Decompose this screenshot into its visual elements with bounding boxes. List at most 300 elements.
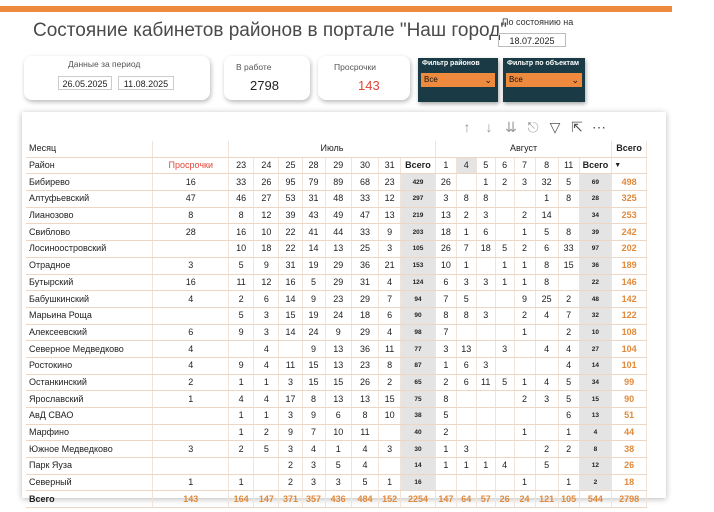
value-cell: 22 — [279, 241, 302, 258]
grand-total-cell: 18 — [612, 474, 647, 491]
table-row[interactable] — [26, 257, 647, 274]
august-grand-total-cell: 544 — [579, 491, 612, 508]
value-cell — [456, 324, 476, 341]
july-total-cell: 94 — [401, 291, 436, 308]
arrow-up-icon[interactable]: ↑ — [463, 119, 471, 135]
value-cell: 5 — [325, 458, 351, 475]
day-total-cell: 164 — [229, 491, 254, 508]
value-cell — [476, 424, 495, 441]
value-cell: 2 — [456, 207, 476, 224]
august-header[interactable]: Август — [435, 141, 611, 157]
overdue-cell: 2 — [153, 374, 229, 391]
value-cell — [279, 341, 302, 358]
value-cell: 4 — [351, 441, 378, 458]
object-filter[interactable] — [503, 58, 585, 102]
value-cell: 9 — [514, 291, 535, 308]
value-cell: 9 — [254, 257, 279, 274]
value-cell: 1 — [254, 374, 279, 391]
day-header[interactable]: 7 — [514, 157, 535, 174]
value-cell: 4 — [254, 341, 279, 358]
value-cell: 19 — [302, 307, 325, 324]
day-total-cell: 26 — [495, 491, 514, 508]
value-cell: 9 — [302, 408, 325, 425]
value-cell — [456, 174, 476, 191]
value-cell: 3 — [302, 458, 325, 475]
value-cell: 15 — [302, 374, 325, 391]
value-cell — [514, 191, 535, 208]
object-filter-label: Фильтр по объектам — [507, 60, 580, 67]
value-cell — [476, 324, 495, 341]
grand-total-cell: 104 — [612, 341, 647, 358]
value-cell — [558, 274, 579, 291]
value-cell: 36 — [351, 341, 378, 358]
value-cell: 9 — [302, 291, 325, 308]
value-cell — [456, 424, 476, 441]
value-cell — [229, 458, 254, 475]
table-row[interactable] — [26, 474, 647, 491]
value-cell: 3 — [535, 391, 558, 408]
august-total-cell: 8 — [579, 441, 612, 458]
table-row[interactable] — [26, 241, 647, 258]
overdue-cell — [153, 307, 229, 324]
value-cell: 24 — [325, 307, 351, 324]
value-cell: 2 — [558, 324, 579, 341]
value-cell: 9 — [325, 324, 351, 341]
grand-total-cell: 189 — [612, 257, 647, 274]
value-cell: 6 — [325, 408, 351, 425]
value-cell: 3 — [325, 474, 351, 491]
value-cell: 1 — [379, 474, 401, 491]
value-cell: 18 — [435, 224, 456, 241]
district-name: Лианозово — [26, 207, 153, 224]
visual-toolbar — [456, 118, 610, 136]
table-row[interactable] — [26, 207, 647, 224]
chevron-down-icon: ⌄ — [484, 75, 492, 85]
value-cell: 18 — [476, 241, 495, 258]
value-cell: 2 — [495, 174, 514, 191]
value-cell: 5 — [435, 408, 456, 425]
value-cell — [495, 191, 514, 208]
value-cell — [495, 224, 514, 241]
value-cell: 3 — [254, 324, 279, 341]
period-from-input[interactable]: 26.05.2025 — [58, 76, 112, 90]
august-total-header[interactable]: Всего — [579, 157, 612, 174]
value-cell: 5 — [558, 374, 579, 391]
value-cell — [476, 291, 495, 308]
value-cell: 3 — [435, 191, 456, 208]
grand-total-cell: 44 — [612, 424, 647, 441]
overdue-card — [318, 56, 410, 100]
filter-icon[interactable]: ▽ — [549, 119, 561, 135]
value-cell: 9 — [302, 341, 325, 358]
overdue-cell: 47 — [153, 191, 229, 208]
july-total-cell: 90 — [401, 307, 436, 324]
value-cell: 8 — [379, 357, 401, 374]
district-name: Ярославский — [26, 391, 153, 408]
table-row[interactable] — [26, 357, 647, 374]
value-cell: 1 — [229, 474, 254, 491]
july-total-cell: 77 — [401, 341, 436, 358]
value-cell: 11 — [379, 341, 401, 358]
august-total-cell: 48 — [579, 291, 612, 308]
totals-label: Всего — [26, 491, 153, 508]
july-total-cell: 429 — [401, 174, 436, 191]
value-cell: 9 — [279, 424, 302, 441]
july-total-cell: 297 — [401, 191, 436, 208]
value-cell: 3 — [379, 441, 401, 458]
value-cell: 5 — [229, 257, 254, 274]
value-cell: 1 — [514, 324, 535, 341]
august-total-cell: 2 — [579, 474, 612, 491]
august-total-cell: 39 — [579, 224, 612, 241]
value-cell: 1 — [514, 274, 535, 291]
value-cell: 48 — [325, 191, 351, 208]
value-cell: 43 — [302, 207, 325, 224]
value-cell: 1 — [535, 191, 558, 208]
value-cell: 5 — [535, 224, 558, 241]
value-cell: 7 — [302, 424, 325, 441]
value-cell: 1 — [514, 474, 535, 491]
object-filter-select[interactable] — [506, 73, 582, 87]
value-cell: 31 — [351, 274, 378, 291]
value-cell: 8 — [435, 307, 456, 324]
grand-total-cell: 146 — [612, 274, 647, 291]
chevron-down-icon: ⌄ — [571, 75, 579, 85]
value-cell: 4 — [229, 391, 254, 408]
value-cell: 11 — [229, 274, 254, 291]
value-cell: 8 — [435, 391, 456, 408]
table-row[interactable] — [26, 374, 647, 391]
table-row[interactable] — [26, 391, 647, 408]
table-row[interactable] — [26, 191, 647, 208]
value-cell: 32 — [535, 174, 558, 191]
value-cell: 12 — [254, 207, 279, 224]
value-cell: 15 — [558, 257, 579, 274]
value-cell: 8 — [535, 274, 558, 291]
value-cell: 49 — [325, 207, 351, 224]
value-cell: 10 — [379, 408, 401, 425]
value-cell — [495, 324, 514, 341]
value-cell: 4 — [535, 341, 558, 358]
district-name: АвД СВАО — [26, 408, 153, 425]
grand-total-cell: 122 — [612, 307, 647, 324]
value-cell: 7 — [435, 324, 456, 341]
value-cell: 4 — [302, 441, 325, 458]
value-cell: 44 — [325, 224, 351, 241]
district-name: Северное Медведково — [26, 341, 153, 358]
july-total-cell: 75 — [401, 391, 436, 408]
district-filter-value: Все — [424, 75, 438, 84]
value-cell: 29 — [351, 324, 378, 341]
value-cell: 26 — [351, 374, 378, 391]
hierarchy-icon[interactable]: ⎋ — [527, 119, 539, 135]
value-cell: 17 — [279, 391, 302, 408]
in-work-label: В работе — [236, 62, 272, 72]
table-row[interactable] — [26, 424, 647, 441]
value-cell — [514, 441, 535, 458]
value-cell — [535, 474, 558, 491]
overdue-column-header[interactable]: Просрочки — [153, 157, 229, 174]
value-cell: 29 — [325, 274, 351, 291]
value-cell — [476, 341, 495, 358]
arrow-down-icon[interactable]: ↓ — [485, 119, 493, 135]
value-cell: 26 — [435, 174, 456, 191]
in-work-card — [224, 56, 310, 100]
value-cell: 3 — [279, 374, 302, 391]
value-cell: 3 — [254, 307, 279, 324]
value-cell: 14 — [279, 291, 302, 308]
day-header[interactable]: 24 — [254, 157, 279, 174]
value-cell: 10 — [435, 257, 456, 274]
as-of-label: По состоянию на — [502, 17, 574, 27]
district-header[interactable]: Район — [26, 157, 153, 174]
value-cell: 3 — [476, 307, 495, 324]
overdue-cell: 1 — [153, 391, 229, 408]
day-header[interactable]: 30 — [351, 157, 378, 174]
value-cell: 4 — [254, 391, 279, 408]
table-row[interactable] — [26, 458, 647, 475]
grand-total-cell: 498 — [612, 174, 647, 191]
value-cell: 3 — [456, 274, 476, 291]
july-total-cell: 16 — [401, 474, 436, 491]
value-cell: 22 — [279, 224, 302, 241]
table-row[interactable] — [26, 224, 647, 241]
value-cell: 1 — [456, 458, 476, 475]
value-cell: 12 — [379, 191, 401, 208]
period-label: Данные за период — [68, 59, 141, 69]
grand-total-cell: 108 — [612, 324, 647, 341]
value-cell: 10 — [254, 224, 279, 241]
value-cell: 6 — [456, 357, 476, 374]
value-cell — [495, 474, 514, 491]
value-cell: 29 — [351, 291, 378, 308]
value-cell: 1 — [456, 224, 476, 241]
value-cell: 39 — [279, 207, 302, 224]
value-cell: 3 — [476, 357, 495, 374]
august-total-cell: 69 — [579, 174, 612, 191]
day-header[interactable]: 29 — [325, 157, 351, 174]
day-total-cell: 357 — [302, 491, 325, 508]
value-cell: 2 — [379, 374, 401, 391]
value-cell: 95 — [279, 174, 302, 191]
value-cell: 13 — [325, 391, 351, 408]
value-cell: 1 — [456, 257, 476, 274]
value-cell — [514, 341, 535, 358]
sort-desc-icon[interactable]: ▼ — [612, 157, 647, 174]
grand-total-cell: 253 — [612, 207, 647, 224]
value-cell — [379, 424, 401, 441]
value-cell: 8 — [558, 191, 579, 208]
table-row[interactable] — [26, 291, 647, 308]
grand-total-header: Всего — [612, 141, 647, 157]
value-cell: 1 — [229, 374, 254, 391]
overdue-cell: 8 — [153, 207, 229, 224]
august-total-cell: 4 — [579, 424, 612, 441]
overdue-cell — [153, 458, 229, 475]
value-cell: 1 — [476, 458, 495, 475]
value-cell: 2 — [229, 291, 254, 308]
value-cell: 79 — [302, 174, 325, 191]
overdue-cell: 1 — [153, 474, 229, 491]
value-cell — [254, 474, 279, 491]
data-matrix — [26, 141, 647, 508]
focus-mode-icon[interactable]: ⇱ — [571, 119, 583, 135]
value-cell: 2 — [279, 458, 302, 475]
value-cell: 1 — [325, 441, 351, 458]
august-total-cell: 32 — [579, 307, 612, 324]
day-total-cell: 121 — [535, 491, 558, 508]
day-header[interactable]: 5 — [476, 157, 495, 174]
value-cell — [476, 391, 495, 408]
july-total-cell: 153 — [401, 257, 436, 274]
double-arrow-down-icon[interactable]: ⇊ — [505, 119, 517, 135]
district-filter[interactable] — [418, 58, 498, 102]
day-header[interactable]: 28 — [302, 157, 325, 174]
period-to-input[interactable]: 11.08.2025 — [118, 76, 174, 90]
august-total-cell: 13 — [579, 408, 612, 425]
overdue-cell: 4 — [153, 341, 229, 358]
table-row[interactable] — [26, 441, 647, 458]
table-row[interactable] — [26, 307, 647, 324]
value-cell: 8 — [558, 224, 579, 241]
value-cell: 2 — [435, 424, 456, 441]
value-cell: 3 — [495, 341, 514, 358]
table-row[interactable] — [26, 174, 647, 191]
august-total-cell: 12 — [579, 458, 612, 475]
value-cell: 31 — [279, 257, 302, 274]
object-filter-value: Все — [509, 75, 523, 84]
period-card — [24, 56, 210, 100]
overdue-cell: 28 — [153, 224, 229, 241]
value-cell: 7 — [435, 291, 456, 308]
value-cell: 27 — [254, 191, 279, 208]
district-name: Ростокино — [26, 357, 153, 374]
value-cell: 11 — [279, 357, 302, 374]
value-cell: 2 — [514, 241, 535, 258]
district-filter-select[interactable] — [421, 73, 495, 87]
day-header[interactable]: 4 — [456, 157, 476, 174]
value-cell — [495, 424, 514, 441]
value-cell: 13 — [435, 207, 456, 224]
value-cell: 15 — [302, 357, 325, 374]
value-cell: 68 — [351, 174, 378, 191]
header-row-district — [26, 157, 647, 174]
day-header[interactable]: 8 — [535, 157, 558, 174]
july-total-header[interactable]: Всего — [401, 157, 436, 174]
value-cell: 33 — [229, 174, 254, 191]
table-row[interactable] — [26, 274, 647, 291]
value-cell: 47 — [351, 207, 378, 224]
value-cell — [229, 341, 254, 358]
value-cell: 5 — [254, 441, 279, 458]
july-total-cell: 124 — [401, 274, 436, 291]
value-cell: 3 — [476, 274, 495, 291]
value-cell: 13 — [379, 207, 401, 224]
value-cell: 1 — [514, 224, 535, 241]
value-cell: 1 — [435, 357, 456, 374]
more-icon[interactable]: ⋯ — [592, 119, 606, 135]
day-total-cell: 436 — [325, 491, 351, 508]
day-total-cell: 152 — [379, 491, 401, 508]
value-cell: 23 — [379, 174, 401, 191]
july-total-cell: 87 — [401, 357, 436, 374]
day-header[interactable]: 31 — [379, 157, 401, 174]
value-cell: 26 — [254, 174, 279, 191]
value-cell — [456, 408, 476, 425]
table-row[interactable] — [26, 324, 647, 341]
value-cell: 8 — [229, 207, 254, 224]
july-total-cell: 14 — [401, 458, 436, 475]
value-cell: 6 — [379, 307, 401, 324]
value-cell: 1 — [229, 408, 254, 425]
value-cell: 5 — [495, 374, 514, 391]
day-total-cell: 147 — [435, 491, 456, 508]
value-cell: 8 — [456, 191, 476, 208]
value-cell: 2 — [279, 474, 302, 491]
day-header[interactable]: 11 — [558, 157, 579, 174]
value-cell: 8 — [302, 391, 325, 408]
value-cell: 10 — [325, 424, 351, 441]
august-total-cell: 27 — [579, 341, 612, 358]
grand-total-cell: 99 — [612, 374, 647, 391]
district-name: Южное Медведково — [26, 441, 153, 458]
august-total-cell: 15 — [579, 391, 612, 408]
value-cell: 25 — [351, 241, 378, 258]
value-cell: 9 — [229, 357, 254, 374]
value-cell: 2 — [254, 424, 279, 441]
overdue-cell: 16 — [153, 174, 229, 191]
value-cell: 1 — [435, 441, 456, 458]
value-cell: 15 — [279, 307, 302, 324]
table-row[interactable] — [26, 341, 647, 358]
day-header[interactable]: 25 — [279, 157, 302, 174]
value-cell: 4 — [254, 357, 279, 374]
value-cell: 18 — [351, 307, 378, 324]
value-cell: 3 — [456, 441, 476, 458]
day-header[interactable]: 23 — [229, 157, 254, 174]
day-header[interactable]: 6 — [495, 157, 514, 174]
value-cell: 3 — [279, 441, 302, 458]
value-cell: 1 — [514, 424, 535, 441]
grand-total-cell: 51 — [612, 408, 647, 425]
value-cell — [476, 408, 495, 425]
value-cell: 8 — [535, 257, 558, 274]
value-cell: 3 — [435, 341, 456, 358]
day-total-cell: 64 — [456, 491, 476, 508]
value-cell: 16 — [279, 274, 302, 291]
day-total-cell: 24 — [514, 491, 535, 508]
district-name: Свиблово — [26, 224, 153, 241]
overdue-cell — [153, 408, 229, 425]
table-row[interactable] — [26, 408, 647, 425]
district-name: Алексеевский — [26, 324, 153, 341]
july-total-cell: 105 — [401, 241, 436, 258]
value-cell: 4 — [558, 357, 579, 374]
district-name: Северный — [26, 474, 153, 491]
value-cell: 29 — [325, 257, 351, 274]
value-cell: 13 — [351, 391, 378, 408]
value-cell: 53 — [279, 191, 302, 208]
grand-total-cell: 142 — [612, 291, 647, 308]
value-cell — [558, 458, 579, 475]
july-header[interactable]: Июль — [229, 141, 436, 157]
day-header[interactable]: 1 — [435, 157, 456, 174]
value-cell: 33 — [351, 191, 378, 208]
value-cell: 1 — [254, 408, 279, 425]
value-cell: 33 — [351, 224, 378, 241]
value-cell: 5 — [456, 291, 476, 308]
value-cell: 24 — [302, 324, 325, 341]
